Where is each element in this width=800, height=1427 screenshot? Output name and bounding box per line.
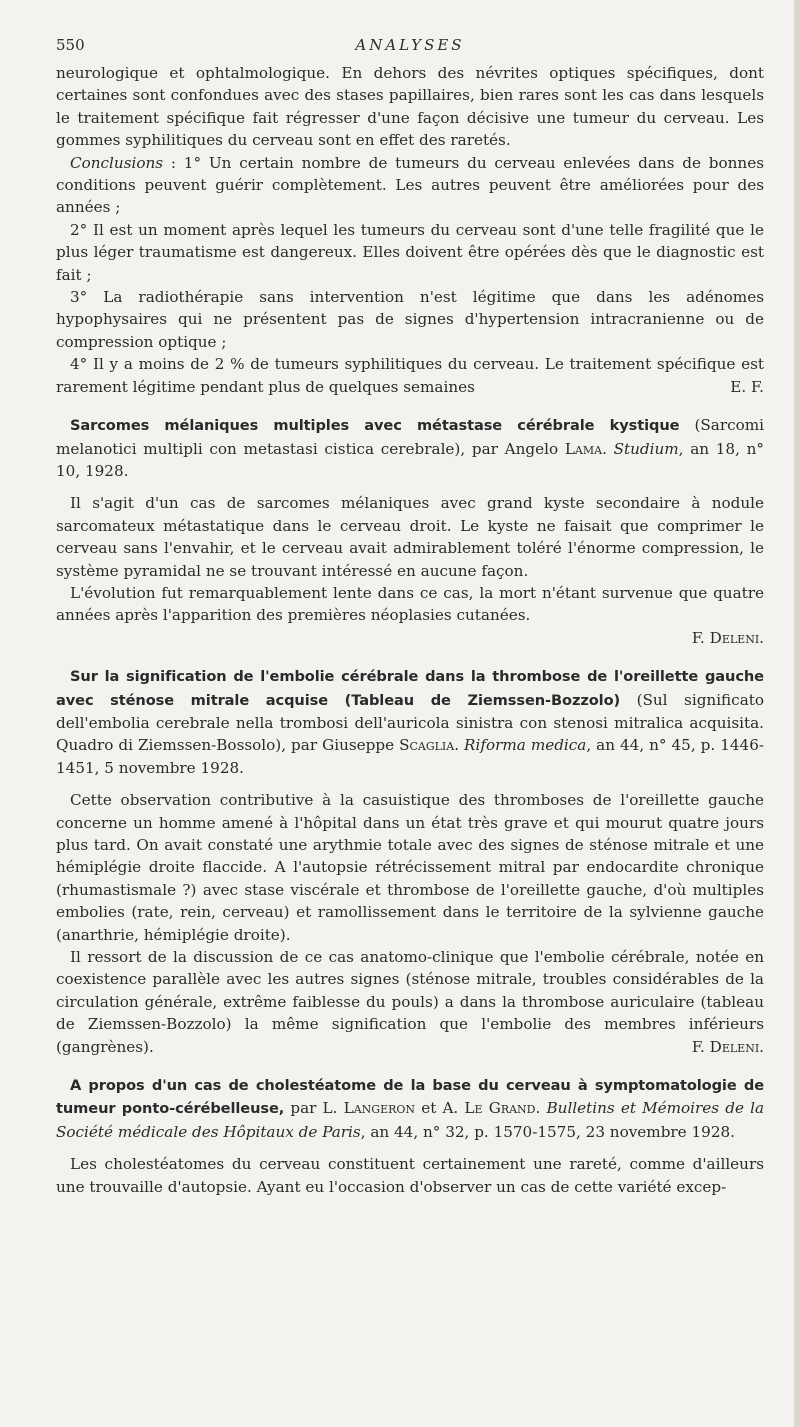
intro-signature: E. F. — [730, 377, 764, 396]
article1-journal: Studium — [613, 439, 679, 458]
article3-author2: Le Grand — [464, 1099, 536, 1118]
page — [56, 36, 764, 1198]
page-edge-shadow — [794, 0, 800, 1427]
article2-heading: Sur la signification de l'embolie cérébrale dans la thrombose de l'oreillette gauche avec sténose mitrale acquise (Tableau de Ziemssen-Bozzolo) (Sul significato dell'embolia cerebrale nella trombosi dell'auricola sinistra con stenosi mitralica acquisita. Quadro di Ziemssen-Bossolo), par Giuseppe Scaglia. Riforma medica, an 44, n° 45, p. 1446-1451, 5 novembre 1928. — [56, 668, 764, 777]
article2-para2: Il ressort de la discussion de ce cas anatomo-clinique que l'embolie cérébrale, notée en coexistence parallèle avec les autres signes (sténose mitrale, troubles considérables de la circulation générale, extrême faiblesse du pouls) a dans la thrombose auriculaire (tableau de Ziemssen-Bozzolo) la même signification que l'embolie des membres inférieurs (gangrènes). F. Deleni. — [56, 946, 764, 1058]
spacer — [56, 1058, 764, 1074]
conclusions-label: Conclusions — [70, 153, 164, 172]
article3-heading: A propos d'un cas de cholestéatome de la base du cerveau à symptomatologie de tumeur ponto-cérébelleuse, par L. Langeron et A. Le Grand. Bulletins et Mémoires de la Société médicale des Hôpitaux de Paris, an 44, n° 32, p. 1570-1575, 23 novembre 1928. — [56, 1077, 765, 1141]
intro-paragraph: neurologique et ophtalmologique. En dehors des névrites optiques spécifiques, dont certaines sont confondues avec des stases papillaires, bien rares sont les cas dans lesquels le traitement spécifique fait régresser d'une façon décisive une tumeur du cerveau. Les gommes syphilitiques du cerveau sont en effet des raretés. — [56, 64, 764, 150]
conclusion-1: Conclusions : 1° Un certain nombre de tumeurs du cerveau enlevées dans de bonnes conditions peuvent guérir complètement. Les autres peuvent être améliorées pour des années ; — [56, 153, 764, 217]
spacer — [56, 649, 764, 665]
conclusion-2: 2° Il est un moment après lequel les tumeurs du cerveau sont d'une telle fragilité que le plus léger traumatisme est dangereux. Elles doivent être opérées dès que le diagnostic est fait ; — [56, 220, 764, 284]
article1-signature: F. Deleni. — [691, 628, 764, 647]
page-number: 550 — [56, 36, 85, 54]
article1-heading: Sarcomes mélaniques multiples avec métastase cérébrale kystique (Sarcomi melanotici multipli con metastasi cistica cerebrale), par Angelo Lama. Studium, an 18, n° 10, 1928. — [56, 416, 765, 480]
spacer — [56, 398, 764, 414]
article3-title: A propos d'un cas de cholestéatome de la base du cerveau à symptomatologie de tumeur ponto-cérébelleuse, — [56, 1077, 764, 1118]
running-header — [56, 36, 764, 62]
article1-author: Lama — [564, 439, 603, 458]
article1-title: Sarcomes mélaniques multiples avec métastase cérébrale kystique — [70, 417, 680, 435]
article3-author1: Langeron — [343, 1099, 416, 1118]
article2-title: Sur la signification de l'embolie cérébrale dans la thrombose de l'oreillette gauche avec sténose mitrale acquise (Tableau de Ziemssen-Bozzolo) — [56, 668, 764, 709]
article3-journal: Bulletins et Mémoires de la Société médicale des Hôpitaux de Paris — [56, 1099, 765, 1141]
conclusion-4: 4° Il y a moins de 2 % de tumeurs syphilitiques du cerveau. Le traitement spécifique est rarement légitime pendant plus de quelques semaines E. F. — [56, 353, 764, 398]
article2-journal: Riforma medica — [464, 736, 587, 755]
article2-signature: F. Deleni. — [691, 1037, 764, 1056]
article2-para1: Cette observation contributive à la casuistique des thromboses de l'oreillette gauche concerne un homme amené à l'hôpital dans un état très grave et qui mourut quatre jours plus tard. On avait constaté une arythmie totale avec des signes de sténose mitrale et une hémiplégie droite flaccide. A l'autopsie rétrécissement mitral par endocardite chronique (rhumastismale ?) avec stase viscérale et thrombose de l'oreillette gauche, d'où multiples embolies (rate, rein, cerveau) et ramollissement dans le territoire de la sylvienne gauche (anarthrie, hémiplégie droite). — [56, 791, 764, 944]
running-title: ANALYSES — [355, 36, 465, 54]
article3-para1: Les cholestéatomes du cerveau constituent certainement une rareté, comme d'ailleurs une trouvaille d'autopsie. Ayant eu l'occasion d'observer un cas de cette variété excep- — [56, 1155, 764, 1196]
article1-para2: L'évolution fut remarquablement lente dans ce cas, la mort n'étant survenue que quatre années après l'apparition des premières néoplasies cutanées. — [56, 583, 764, 625]
article1-para1: Il s'agit d'un cas de sarcomes mélaniques avec grand kyste secondaire à nodule sarcomateux métastatique dans le cerveau droit. Le kyste ne faisait que comprimer le cerveau sans l'envahir, et le cerveau avait admirablement toléré l'énorme compression, le système pyramidal ne se trouvant intéressé en aucune façon. — [56, 494, 764, 580]
article2-author: Scaglia — [399, 736, 455, 755]
conclusion-3: 3° La radiothérapie sans intervention n'est légitime que dans les adénomes hypophysaires qui ne présentent pas de signes d'hypertension intracranienne ou de compression optique ; — [56, 288, 764, 351]
